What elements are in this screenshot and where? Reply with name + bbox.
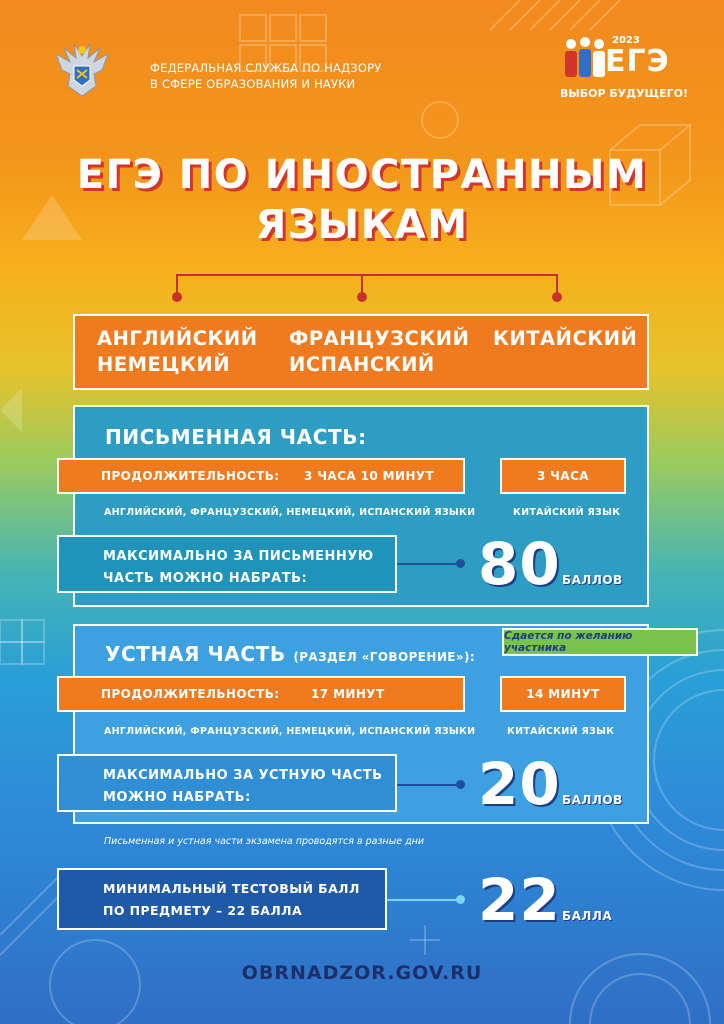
oral-max-value: 20 xyxy=(478,750,561,818)
written-max-line1: МАКСИМАЛЬНО ЗА ПИСЬМЕННУЮ xyxy=(103,549,374,564)
oral-chinese-duration: 14 МИНУТ xyxy=(500,676,626,712)
minimum-score-line2: ПО ПРЕДМЕТУ – 22 БАЛЛА xyxy=(103,903,303,918)
language-english: АНГЛИЙСКИЙ xyxy=(97,327,258,350)
written-max-line2: ЧАСТЬ МОЖНО НАБРАТЬ: xyxy=(103,571,308,586)
languages-group-3 xyxy=(493,326,637,352)
languages-group-2 xyxy=(289,326,469,378)
written-languages-note: АНГЛИЙСКИЙ, ФРАНЦУЗСКИЙ, НЕМЕЦКИЙ, ИСПАНСКИЙ ЯЗЫКИ xyxy=(104,507,476,518)
written-max-connector xyxy=(397,563,459,565)
oral-part-title xyxy=(105,642,475,666)
optional-badge: Сдается по желанию участника xyxy=(502,628,698,656)
minimum-score-unit: БАЛЛА xyxy=(562,909,613,923)
connector-line-center xyxy=(361,274,363,294)
oral-duration-value: 17 МИНУТ xyxy=(311,687,385,701)
written-part-title: ПИСЬМЕННАЯ ЧАСТЬ: xyxy=(105,425,367,449)
connector-dot-right xyxy=(552,292,562,302)
written-duration-label: ПРОДОЛЖИТЕЛЬНОСТЬ: xyxy=(101,469,280,483)
oral-max-connector-dot xyxy=(456,780,465,789)
connector-dot-center xyxy=(357,292,367,302)
language-spanish: ИСПАНСКИЙ xyxy=(289,353,435,376)
website-link[interactable]: OBRNADZOR.GOV.RU xyxy=(241,962,483,984)
written-max-box xyxy=(57,535,397,593)
oral-languages-note: АНГЛИЙСКИЙ, ФРАНЦУЗСКИЙ, НЕМЕЦКИЙ, ИСПАНСКИЙ ЯЗЫКИ xyxy=(104,726,476,737)
languages-group-1 xyxy=(97,326,258,378)
written-duration-value: 3 ЧАСА 10 МИНУТ xyxy=(304,469,435,483)
oral-part-subtitle: (РАЗДЕЛ «ГОВОРЕНИЕ»): xyxy=(293,650,476,664)
connector-line-horizontal xyxy=(176,274,558,276)
written-chinese-note: КИТАЙСКИЙ ЯЗЫК xyxy=(513,507,621,518)
oral-max-line2: МОЖНО НАБРАТЬ: xyxy=(103,790,251,805)
connector-dot-left xyxy=(172,292,182,302)
page-title xyxy=(0,150,724,250)
double-headed-eagle-emblem-icon xyxy=(50,40,114,100)
written-max-unit: БАЛЛОВ xyxy=(562,573,623,587)
oral-duration-label: ПРОДОЛЖИТЕЛЬНОСТЬ: xyxy=(101,687,280,701)
agency-name-line2: В СФЕРЕ ОБРАЗОВАНИЯ И НАУКИ xyxy=(150,77,356,91)
written-max-connector-dot xyxy=(456,559,465,568)
languages-box xyxy=(73,314,649,390)
language-chinese: КИТАЙСКИЙ xyxy=(493,327,638,350)
connector-line-left xyxy=(176,274,178,294)
ege-people-logo-icon xyxy=(562,36,608,80)
minimum-connector xyxy=(387,899,459,901)
minimum-score-value: 22 xyxy=(478,866,561,934)
oral-duration-bar xyxy=(57,676,465,712)
agency-name xyxy=(150,60,381,92)
page-title-line1: ЕГЭ ПО ИНОСТРАННЫМ xyxy=(76,152,648,198)
ege-logo-title: ЕГЭ xyxy=(605,44,670,79)
oral-part-title-main: УСТНАЯ ЧАСТЬ xyxy=(105,642,286,666)
oral-max-line1: МАКСИМАЛЬНО ЗА УСТНУЮ ЧАСТЬ xyxy=(103,768,383,783)
language-german: НЕМЕЦКИЙ xyxy=(97,353,231,376)
minimum-connector-dot xyxy=(456,895,465,904)
connector-line-right xyxy=(556,274,558,294)
ege-year: 2023 xyxy=(612,35,640,46)
exam-days-footnote: Письменная и устная части экзамена проводятся в разные дни xyxy=(104,836,425,847)
written-duration-bar xyxy=(57,458,465,494)
agency-name-line1: ФЕДЕРАЛЬНАЯ СЛУЖБА ПО НАДЗОРУ xyxy=(150,61,382,75)
written-max-value: 80 xyxy=(478,530,561,598)
minimum-score-line1: МИНИМАЛЬНЫЙ ТЕСТОВЫЙ БАЛЛ xyxy=(103,881,360,896)
oral-max-box xyxy=(57,754,397,812)
ege-slogan: ВЫБОР БУДУЩЕГО! xyxy=(560,87,689,100)
page-title-line2: ЯЗЫКАМ xyxy=(255,202,469,248)
oral-max-connector xyxy=(397,784,459,786)
written-chinese-duration: 3 ЧАСА xyxy=(500,458,626,494)
language-french: ФРАНЦУЗСКИЙ xyxy=(289,327,470,350)
oral-chinese-note: КИТАЙСКИЙ ЯЗЫК xyxy=(507,726,615,737)
oral-max-unit: БАЛЛОВ xyxy=(562,793,623,807)
minimum-score-box xyxy=(57,868,387,930)
